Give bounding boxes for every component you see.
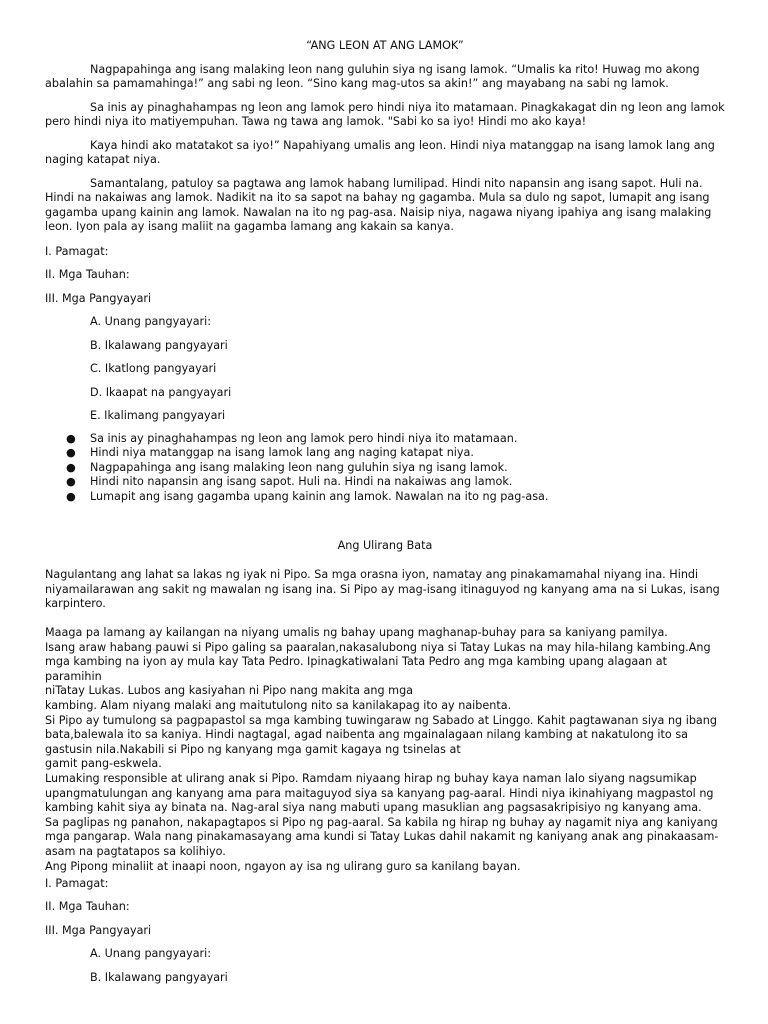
story1-title: “ANG LEON AT ANG LAMOK”: [306, 39, 464, 52]
story2-body-line: gastusin nila.Nakabili si Pipo ng kanyang mga gamit kagaya ng tsinelas at: [45, 742, 461, 756]
story2-intro-line: niyamailarawan ang sakit ng mawalan ng isang ina. Si Pipo ay mag-isang itinaguyod ng kanyang ama na si Lukas, isang: [45, 582, 720, 596]
story2-intro: [45, 568, 725, 612]
bullet-icon: ●: [66, 475, 76, 489]
story2-outline-tauhan: II. Mga Tauhan:: [45, 900, 130, 913]
story1-event-item: D. Ikaapat na pangyayari: [90, 386, 232, 399]
story1-paragraph: Sa inis ay pinaghahampas ng leon ang lamok pero hindi niya ito matamaan. Pinagkakagat din ng leon ang lamok pero hindi niya ito matiyempuhan. Tawa ng tawa ang lamok. "Sabi ko sa iyo! Hindi mo ako kaya!: [45, 101, 725, 129]
story1-bullet-list: [45, 432, 725, 504]
bullet-icon: ●: [66, 446, 76, 460]
story1-paragraph: Kaya hindi ako matatakot sa iyo!” Napahiyang umalis ang leon. Hindi niya matanggap na isang lamok lang ang naging katapat niya.: [45, 139, 715, 167]
bullet-item: [45, 461, 725, 475]
story2-body-line: upangmatulungan ang kanyang ama para maitaguyod siya sa kanyang pag-aaral. Hindi niya ikinahiyang magpastol ng: [45, 786, 714, 800]
story2-body-line: Si Pipo ay tumulong sa pagpapastol sa mga kambing tuwingaraw ng Sabado at Linggo. Kahit pagtawanan siya ng ibang: [45, 713, 717, 727]
story2-intro-line: karpintero.: [45, 597, 106, 611]
bullet-icon: ●: [66, 460, 76, 474]
story2-intro-line: Nagulantang ang lahat sa lakas ng iyak ni Pipo. Sa mga orasna iyon, namatay ang pinakamamahal niyang ina. Hindi: [45, 568, 699, 581]
story1-outline-pamagat: I. Pamagat:: [45, 245, 109, 258]
story1-event-item: E. Ikalimang pangyayari: [90, 409, 226, 422]
story2-body-line: bata,balewala ito sa kaniya. Hindi nagtagal, agad naibenta ang mgainalagaan nilang kambing at nakatulong ito sa: [45, 728, 689, 742]
bullet-item: [45, 432, 725, 446]
story2-body-line: asam na pagtatapos sa kolihiyo.: [45, 844, 226, 858]
bullet-text: Nagpapahinga ang isang malaking leon nang guluhin siya ng isang lamok.: [90, 460, 508, 474]
story2-body-line: Ang Pipong minaliit at inaapi noon, ngayon ay isa ng ulirang guro sa kanilang bayan.: [45, 859, 521, 873]
story2-outline-pangyayari: III. Mga Pangyayari: [45, 924, 152, 937]
bullet-icon: ●: [66, 432, 76, 445]
story2-body-line: kambing. Alam niyang malaki ang maitutulong nito sa kanilakapag ito ay naibenta.: [45, 698, 512, 712]
bullet-text: Hindi niya matanggap na isang lamok lang ang naging katapat niya.: [90, 446, 474, 460]
story1-event-item: B. Ikalawang pangyayari: [90, 339, 228, 352]
bullet-text: Sa inis ay pinaghahampas ng leon ang lamok pero hindi niya ito matamaan.: [90, 432, 518, 445]
story2-body: [45, 626, 725, 874]
story2-outline-pamagat: I. Pamagat:: [45, 877, 109, 890]
story1-outline-tauhan: II. Mga Tauhan:: [45, 268, 130, 281]
story1-event-item: C. Ikatlong pangyayari: [90, 362, 217, 375]
bullet-item: [45, 475, 725, 489]
story2-title: Ang Ulirang Bata: [337, 539, 433, 552]
story2-body-line: Lumaking responsible at ulirang anak si Pipo. Ramdam niyaang hirap ng buhay kaya naman lalo siyang nagsumikap: [45, 771, 697, 785]
bullet-text: Hindi nito napansin ang isang sapot. Huli na. Hindi na nakaiwas ang lamok.: [90, 475, 513, 489]
story2-body-line: niTatay Lukas. Lubos ang kasiyahan ni Pipo nang makita ang mga: [45, 684, 414, 698]
story2-body-line: Isang araw habang pauwi si Pipo galing sa paaralan,nakasalubong niya si Tatay Lukas na may hila-hilang kambing.Ang: [45, 640, 711, 654]
story2-event-item: A. Unang pangyayari:: [90, 947, 212, 960]
story2-body-line: kambing kahit siya ay binata na. Nag-aral siya nang mabuti upang masuklian ang pagsasakripisiyo ng kanyang ama.: [45, 801, 702, 815]
story1-outline-pangyayari: III. Mga Pangyayari: [45, 292, 152, 305]
story2-body-line: Maaga pa lamang ay kailangan na niyang umalis ng bahay upang maghanap-buhay para sa kaniyang pamilya.: [45, 626, 668, 639]
story2-body-line: gamit pang-eskwela.: [45, 757, 162, 771]
bullet-item: [45, 490, 725, 504]
story1-paragraph: Nagpapahinga ang isang malaking leon nang guluhin siya ng isang lamok. “Umalis ka rito! Huwag mo akong abalahin sa pamamahinga!” ang sabi ng leon. “Sino kang mag-utos sa akin!” ang mayabang na sabi ng lamok.: [45, 63, 700, 91]
story2-body-line: mga kambing na iyon ay mula kay Tata Pedro. Ipinagkatiwalani Tata Pedro ang mga kambing upang alagaan at paramihin: [45, 655, 668, 683]
story1-event-item: A. Unang pangyayari:: [90, 315, 212, 328]
bullet-item: [45, 446, 725, 460]
story2-body-line: mga pangarap. Wala nang pinakamasayang ama kundi si Tatay Lukas dahil nakamit ng kaniyang anak ang pinakaasam-: [45, 830, 719, 844]
story2-body-line: Sa paglipas ng panahon, nakapagtapos si Pipo ng pag-aaral. Sa kabila ng hirap ng buhay ay nagamit niya ang kaniyang: [45, 815, 718, 829]
bullet-text: Lumapit ang isang gagamba upang kainin ang lamok. Nawalan na ito ng pag-asa.: [90, 489, 549, 503]
bullet-icon: ●: [66, 489, 76, 503]
story2-event-item: B. Ikalawang pangyayari: [90, 971, 228, 984]
story1-paragraph: Samantalang, patuloy sa pagtawa ang lamok habang lumilipad. Hindi nito napansin ang isang sapot. Huli na. Hindi na nakaiwas ang lamok. Nadikit na ito sa sapot na bahay ng gagamba. Mula sa dulo ng sapot, lumapit ang isang gagamba upang kainin ang lamok. Nawalan na ito ng pag-asa. Naisip niya, nagawa niyang ipahiya ang isang malaking leon. Iyon pala ay isang maliit na gagamba lamang ang kakain sa kanya.: [45, 177, 712, 234]
